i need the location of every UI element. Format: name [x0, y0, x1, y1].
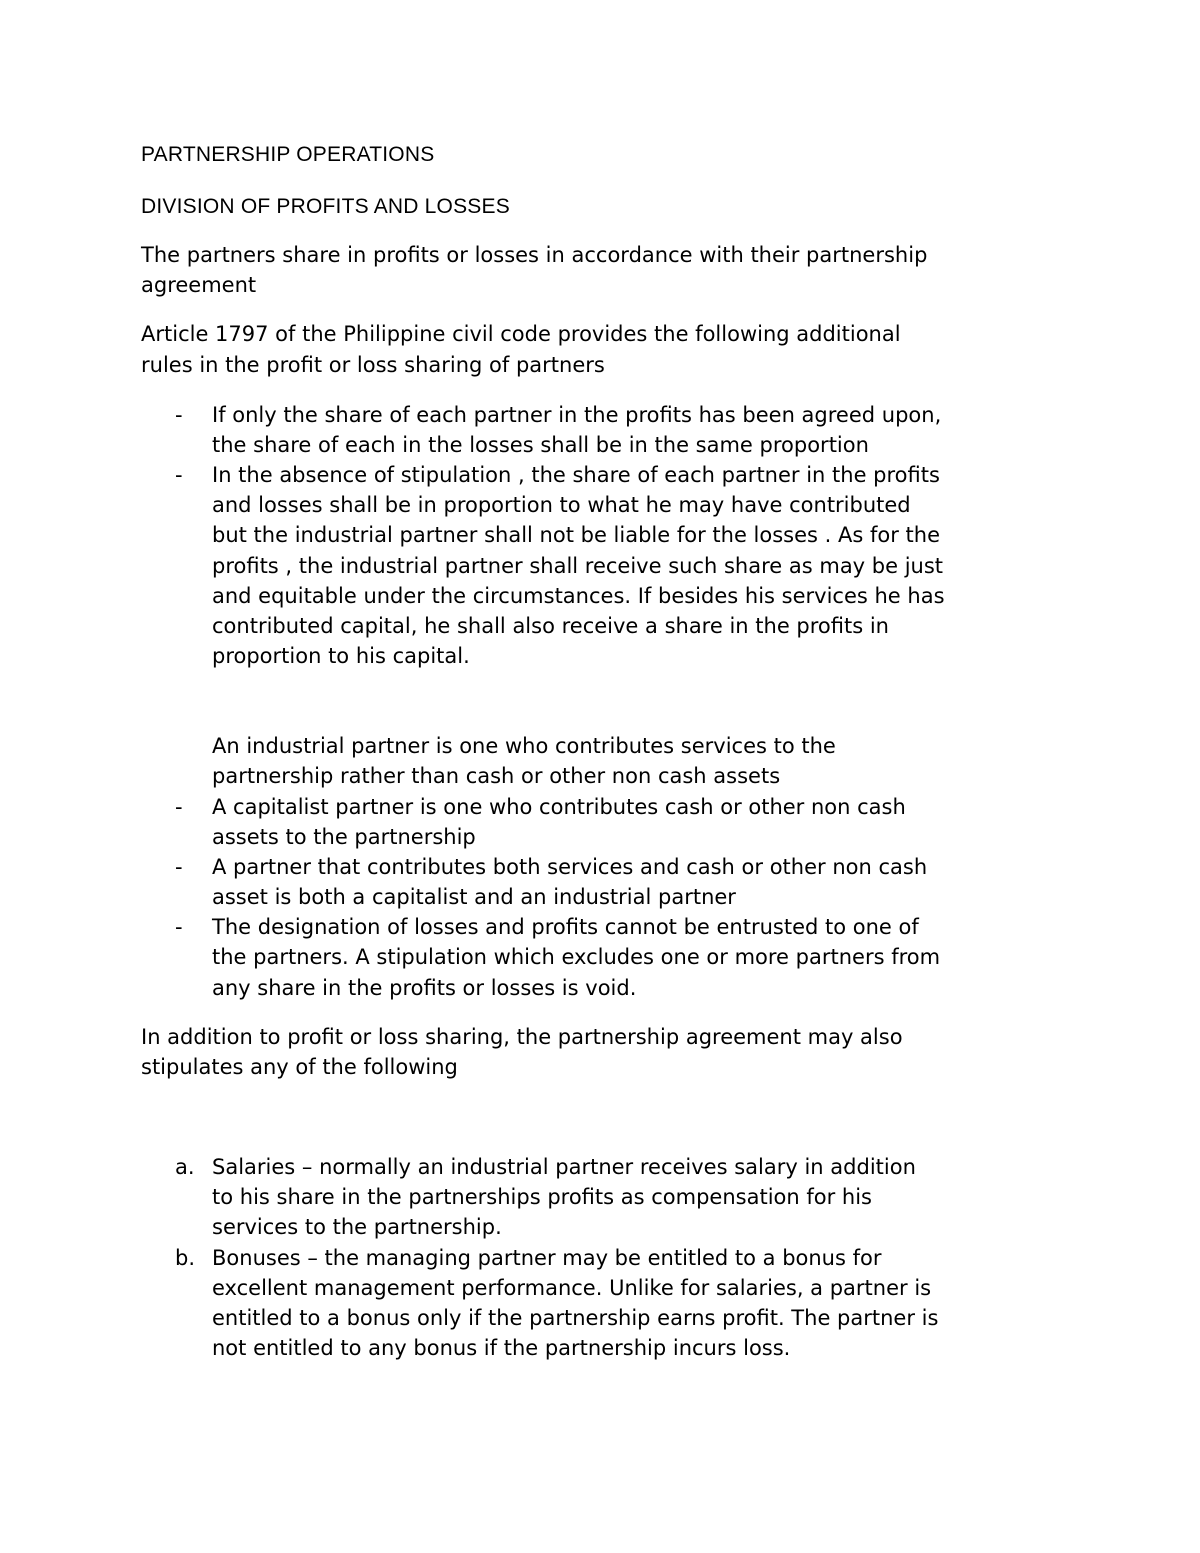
list-item-line: to his share in the partnerships profits as compensation for his: [212, 1185, 872, 1209]
list-dash-marker: -: [175, 915, 183, 939]
paragraph-line: In addition to profit or loss sharing, the partnership agreement may also: [141, 1025, 903, 1049]
list-item-line: excellent management performance. Unlike for salaries, a partner is: [212, 1276, 932, 1300]
list-item-line: but the industrial partner shall not be liable for the losses . As for the: [212, 523, 940, 547]
list-item-line: A partner that contributes both services and cash or other non cash: [212, 855, 928, 879]
list-item-line: and losses shall be in proportion to what he may have contributed: [212, 493, 911, 517]
paragraph-line: The partners share in profits or losses in accordance with their partnership: [141, 243, 928, 267]
paragraph-line: agreement: [141, 273, 257, 297]
page-title: PARTNERSHIP OPERATIONS: [141, 143, 435, 166]
list-letter-marker: b.: [175, 1246, 196, 1270]
list-item-line: proportion to his capital.: [212, 644, 470, 668]
paragraph-line: partnership rather than cash or other non cash assets: [212, 764, 781, 788]
list-item-line: Salaries – normally an industrial partner receives salary in addition: [212, 1155, 916, 1179]
list-item-line: asset is both a capitalist and an industrial partner: [212, 885, 736, 909]
section-subtitle: DIVISION OF PROFITS AND LOSSES: [141, 195, 510, 218]
list-item-line: the share of each in the losses shall be in the same proportion: [212, 433, 869, 457]
list-dash-marker: -: [175, 463, 183, 487]
list-dash-marker: -: [175, 403, 183, 427]
list-item-line: assets to the partnership: [212, 825, 476, 849]
list-item-line: A capitalist partner is one who contributes cash or other non cash: [212, 795, 906, 819]
list-item-line: any share in the profits or losses is void.: [212, 976, 637, 1000]
list-item-line: services to the partnership.: [212, 1215, 502, 1239]
list-dash-marker: -: [175, 795, 183, 819]
list-item-line: and equitable under the circumstances. If besides his services he has: [212, 584, 945, 608]
list-item-line: The designation of losses and profits cannot be entrusted to one of: [212, 915, 919, 939]
list-item-line: contributed capital, he shall also receive a share in the profits in: [212, 614, 889, 638]
list-item-line: Bonuses – the managing partner may be entitled to a bonus for: [212, 1246, 882, 1270]
paragraph-line: An industrial partner is one who contributes services to the: [212, 734, 836, 758]
paragraph-line: Article 1797 of the Philippine civil code provides the following additional: [141, 322, 901, 346]
list-letter-marker: a.: [175, 1155, 195, 1179]
list-item-line: not entitled to any bonus if the partnership incurs loss.: [212, 1336, 791, 1360]
list-item-line: profits , the industrial partner shall receive such share as may be just: [212, 554, 944, 578]
list-dash-marker: -: [175, 855, 183, 879]
list-item-line: the partners. A stipulation which excludes one or more partners from: [212, 945, 941, 969]
paragraph-line: stipulates any of the following: [141, 1055, 458, 1079]
list-item-line: In the absence of stipulation , the share of each partner in the profits: [212, 463, 940, 487]
list-item-line: If only the share of each partner in the profits has been agreed upon,: [212, 403, 942, 427]
paragraph-line: rules in the profit or loss sharing of partners: [141, 353, 605, 377]
list-item-line: entitled to a bonus only if the partnership earns profit. The partner is: [212, 1306, 939, 1330]
